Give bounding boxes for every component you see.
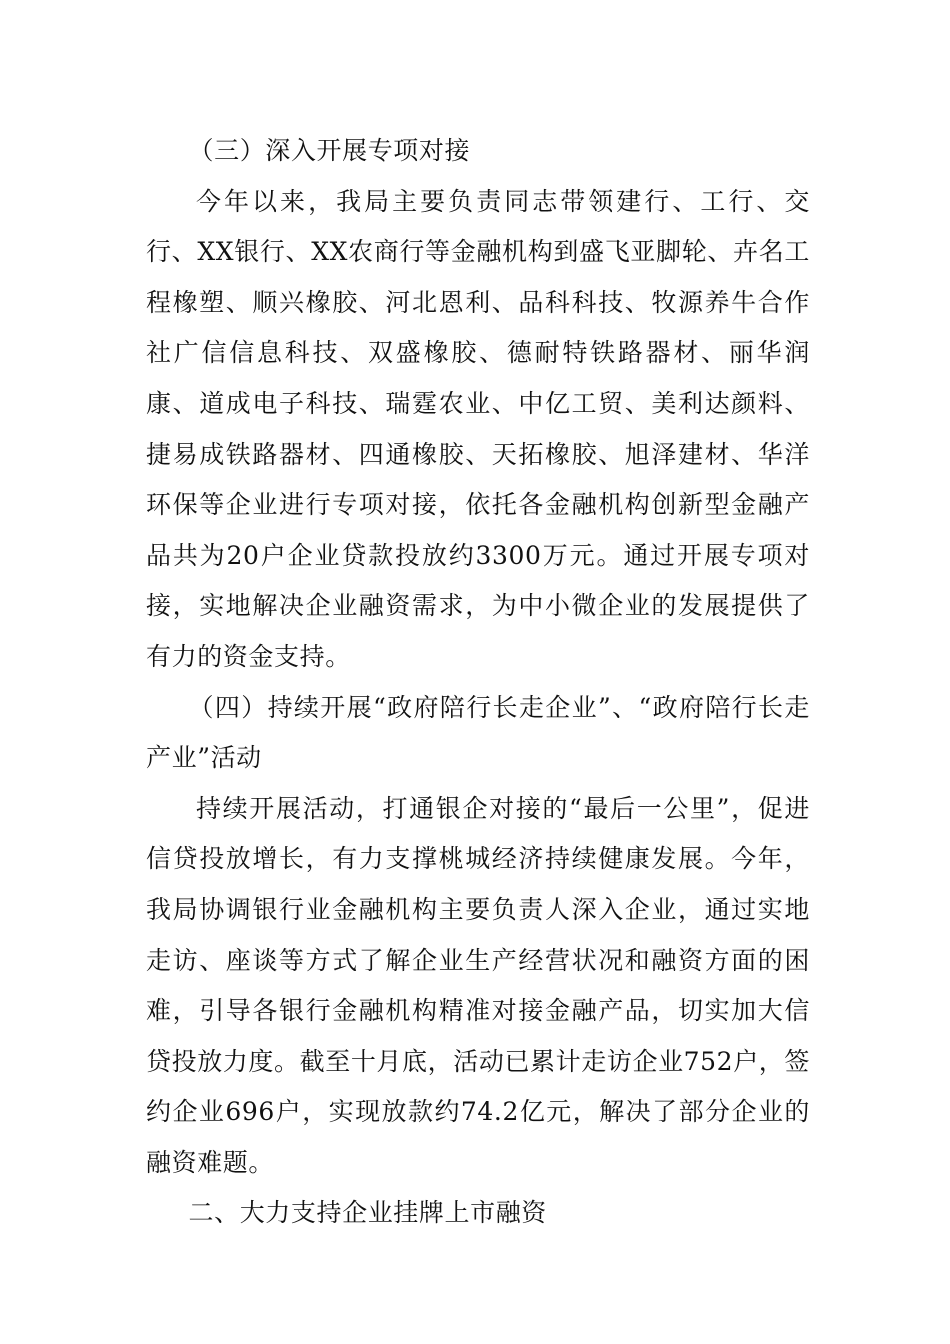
section-four-paragraph: 持续开展活动，打通银企对接的“最后一公里”，促进信贷投放增长，有力支撑桃城经济持续健康发展。今年，我局协调银行业金融机构主要负责人深入企业，通过实地走访、座谈等方式了解企业生产经营状况和融资方面的困难，引导各银行金融机构精准对接金融产品，切实加大信贷投放力度。截至十月底，活动已累计走访企业752户，签约企业696户，实现放款约74.2亿元，解决了部分企业的融资难题。 [146,793,810,1177]
section-three-heading: （三）深入开展专项对接 [188,136,471,165]
section-three-paragraph: 今年以来，我局主要负责同志带领建行、工行、交行、XX银行、XX农商行等金融机构到盛飞亚脚轮、卉名工程橡塑、顺兴橡胶、河北恩利、品科科技、牧源养牛合作社广信信息科技、双盛橡胶、德耐特铁路器材、丽华润康、道成电子科技、瑞霆农业、中亿工贸、美利达颜料、捷易成铁路器材、四通橡胶、天拓橡胶、旭泽建材、华洋环保等企业进行专项对接，依托各金融机构创新型金融产品共为20户企业贷款投放约3300万元。通过开展专项对接，实地解决企业融资需求，为中小微企业的发展提供了有力的资金支持。 [146,186,810,671]
section-four-heading: （四）持续开展“政府陪行长走企业”、“政府陪行长走产业”活动 [146,692,810,773]
document-body [146,126,810,1239]
part-two-heading: 二、大力支持企业挂牌上市融资 [188,1198,547,1228]
